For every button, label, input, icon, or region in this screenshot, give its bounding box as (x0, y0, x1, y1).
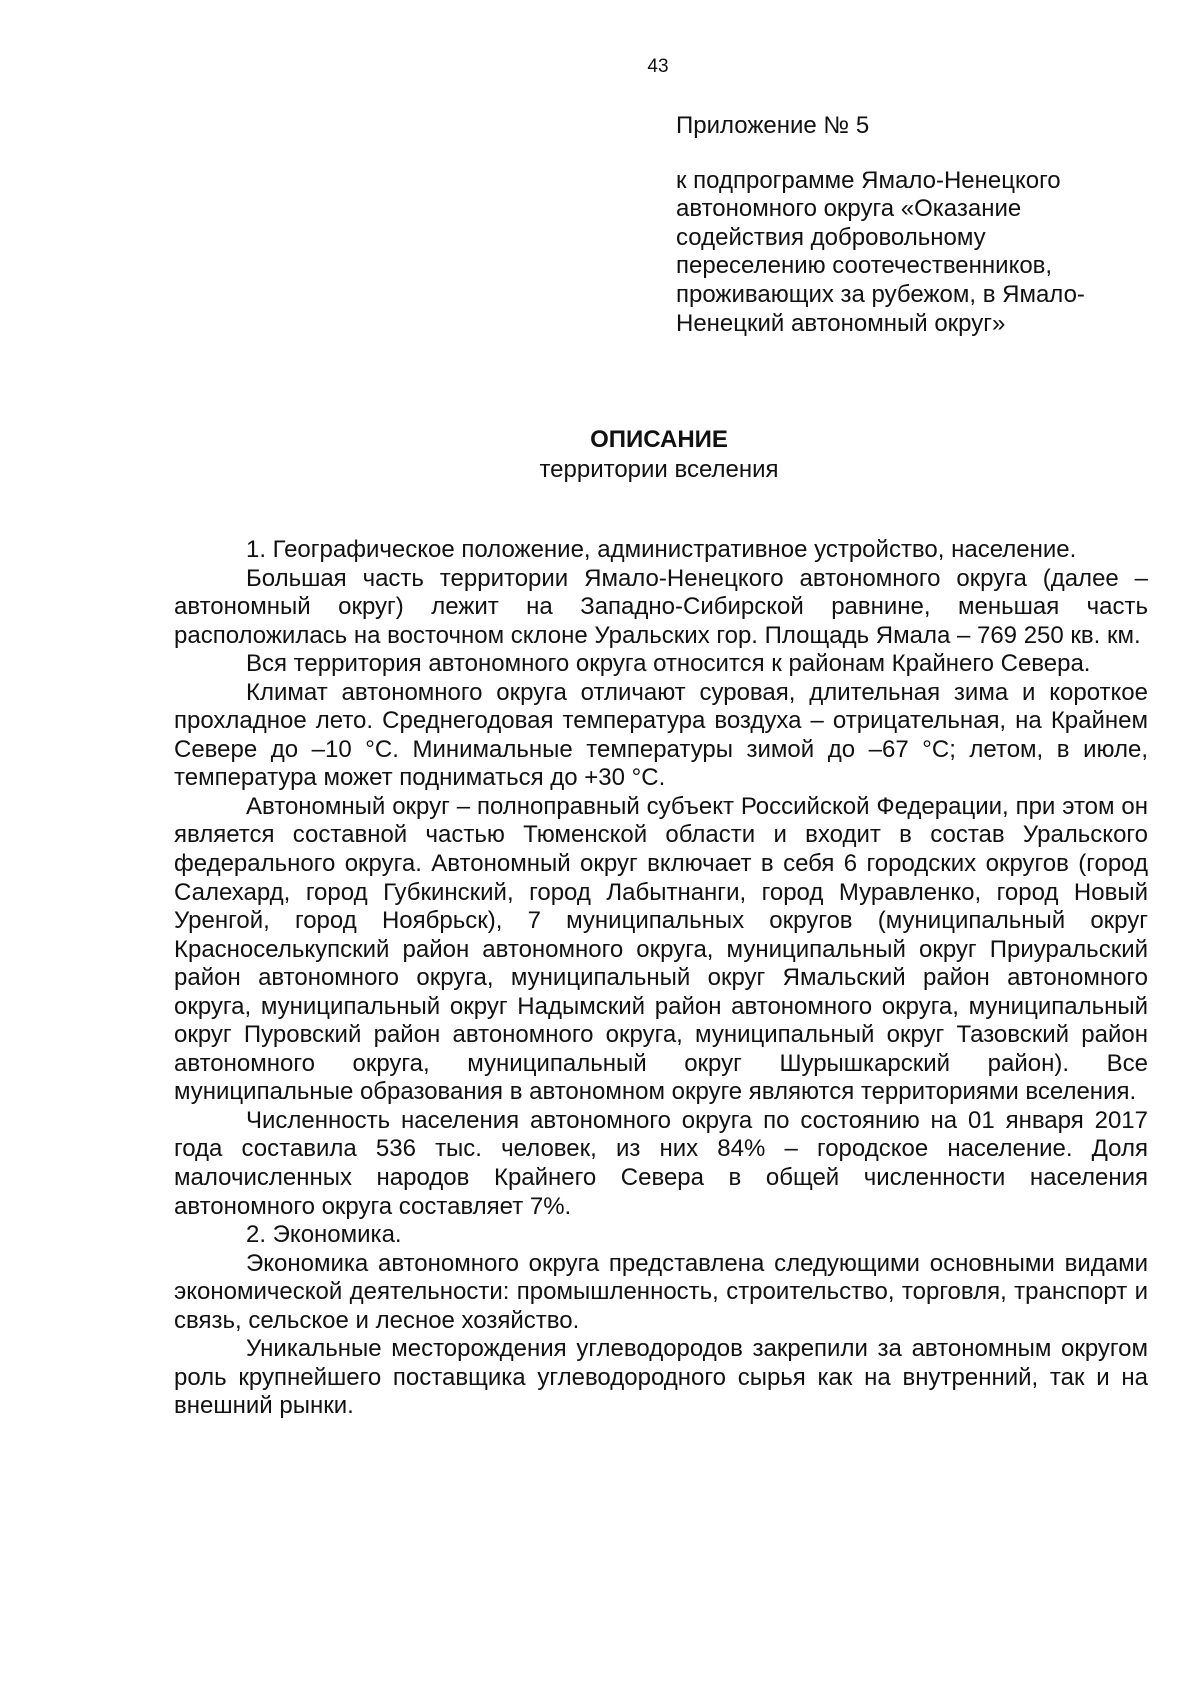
annex-number: Приложение № 5 (676, 112, 870, 139)
page-number: 43 (647, 56, 669, 77)
paragraph-hydrocarbons: Уникальные месторождения углеводородов закрепили за автономным округом роль крупнейшего поставщика углеводородного сырья как на внутренний, так и на внешний рынки. (174, 1335, 1148, 1420)
paragraph-section-2-heading: 2. Экономика. (246, 1221, 402, 1249)
annex-block (676, 112, 1116, 338)
paragraph-administrative: Автономный округ – полноправный субъект Российской Федерации, при этом он является составной частью Тюменской области и входит в состав Уральского федерального округа. Автономный округ включает в себя 6 городских округов (город Салехард, город Губкинский, город Лабытнанги, город Муравленко, город Новый Уренгой, город Ноябрьск), 7 муниципальных округов (муниципальный округ Красноселькупский район автономного округа, муниципальный округ Приуральский район автономного округа, муниципальный округ Ямальский район автономного округа, муниципальный округ Надымский район автономного округа, муниципальный округ Пуровский район автономного округа, муниципальный округ Тазовский район автономного округа, муниципальный округ Шурышкарский район). Все муниципальные образования в автономном округе являются территориями вселения. (174, 792, 1148, 1106)
annex-reference: к подпрограмме Ямало-Ненецкого автономного округа «Оказание содействия добровольному переселению соотечественников, проживающих за рубежом, в Ямало-Ненецкий автономный округ» (676, 166, 1085, 337)
paragraph-population: Численность населения автономного округа по состоянию на 01 января 2017 года составила 536 тыс. человек, из них 84% – городское население. Доля малочисленных народов Крайнего Севера в общей численности населения автономного округа составляет 7%. (174, 1106, 1148, 1220)
paragraph-territory: Большая часть территории Ямало-Ненецкого автономного округа (далее – автономный округ) лежит на Западно-Сибирской равнине, меньшая часть расположилась на восточном склоне Уральских гор. Площадь Ямала – 769 250 кв. км. (174, 564, 1148, 649)
paragraph-climate: Климат автономного округа отличают суровая, длительная зима и короткое прохладное лето. Среднегодовая температура воздуха – отрицательная, на Крайнем Севере до –10 °С. Минимальные температуры зимой до –67 °С; летом, в июле, температура может подниматься до +30 °С. (174, 678, 1148, 792)
paragraph-far-north: Вся территория автономного округа относится к районам Крайнего Севера. (246, 650, 1091, 678)
document-body (174, 536, 1148, 1421)
paragraph-section-1-heading: 1. Географическое положение, административное устройство, население. (246, 536, 1077, 563)
document-subtitle: территории вселения (539, 456, 779, 483)
paragraph-economy: Экономика автономного округа представлена следующими основными видами экономической деятельности: промышленность, строительство, торговля, транспорт и связь, сельское и лесное хозяйство. (174, 1249, 1148, 1334)
document-title: ОПИСАНИЕ (590, 426, 728, 453)
